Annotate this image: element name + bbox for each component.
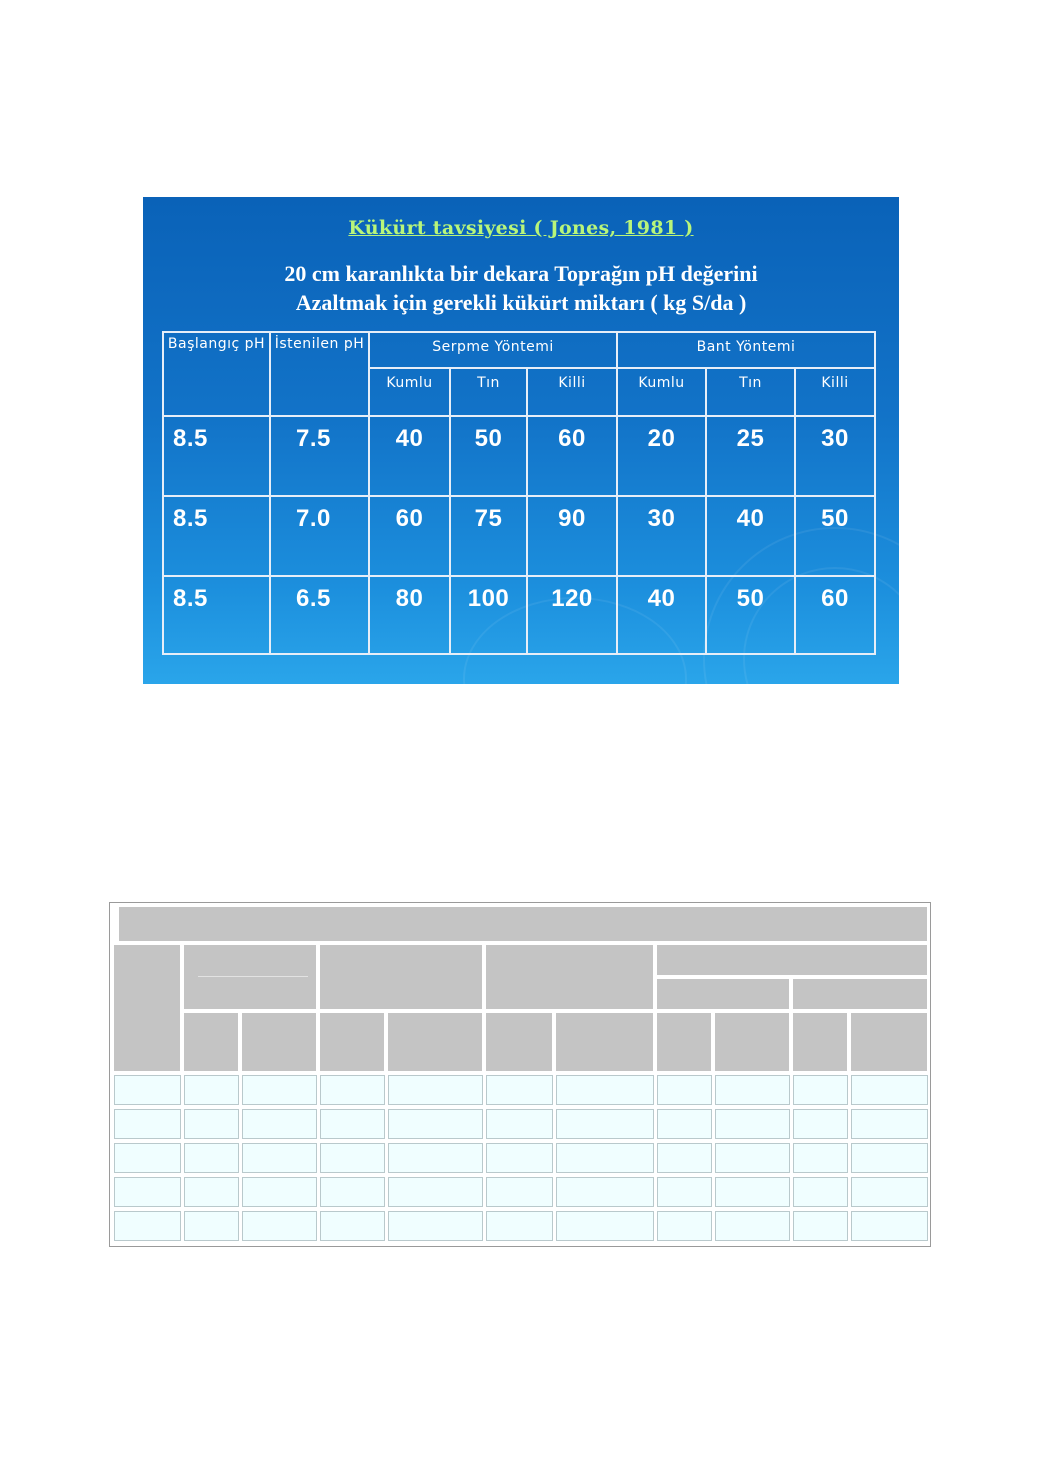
table-cell: [657, 1177, 712, 1207]
header-cell: [242, 1013, 317, 1071]
header-cell: [851, 1013, 928, 1071]
table-cell: 80: [369, 576, 450, 654]
subheader-sandy-broadcast: Kumlu: [369, 368, 450, 416]
table-cell: 40: [369, 416, 450, 496]
table-cell: [851, 1109, 928, 1139]
table-row: [163, 416, 875, 496]
table-cell: [657, 1075, 712, 1105]
table-cell: [184, 1211, 239, 1241]
table-cell: 20: [617, 416, 706, 496]
table-cell: [184, 1177, 239, 1207]
table-cell: [556, 1143, 654, 1173]
header-cell-group-4: [657, 945, 928, 975]
table-cell: [793, 1075, 848, 1105]
header-cell-group-3: [486, 945, 654, 1009]
table-cell: [657, 1109, 712, 1139]
table-cell: [184, 1075, 239, 1105]
table-cell: [320, 1211, 385, 1241]
table-cell: [657, 1143, 712, 1173]
slide-subtitle: [143, 259, 899, 317]
empty-data-table: [109, 902, 931, 1247]
table-cell: [556, 1075, 654, 1105]
table-cell: [715, 1143, 790, 1173]
header-initial-ph: Başlangıç pH: [163, 332, 270, 416]
header-cell-group-1: [184, 945, 317, 1009]
header-cell: [657, 979, 790, 1009]
header-cell: [715, 1013, 790, 1071]
subheader-clay-band: Killi: [795, 368, 875, 416]
table-row: [163, 576, 875, 654]
table-cell: [242, 1177, 317, 1207]
header-cell: [793, 1013, 848, 1071]
table-cell: [114, 1075, 181, 1105]
header-cell: [184, 1013, 239, 1071]
table-cell: 25: [706, 416, 795, 496]
table-cell: [242, 1143, 317, 1173]
table-cell: [793, 1109, 848, 1139]
table-cell: 75: [450, 496, 527, 576]
header-cell: [388, 1013, 483, 1071]
slide-subtitle-line-2: Azaltmak için gerekli kükürt miktarı ( kg S/da ): [295, 290, 747, 315]
header-cell: [556, 1013, 654, 1071]
table-cell: [184, 1109, 239, 1139]
table-cell: 50: [795, 496, 875, 576]
table-cell: [114, 1143, 181, 1173]
table-cell: [715, 1109, 790, 1139]
table-cell: [320, 1177, 385, 1207]
table-cell: 7.0: [270, 496, 369, 576]
table-cell: 8.5: [163, 416, 270, 496]
table-cell: 6.5: [270, 576, 369, 654]
table-cell: 30: [617, 496, 706, 576]
table-cell: [851, 1075, 928, 1105]
table-cell: [793, 1177, 848, 1207]
table-cell: 30: [795, 416, 875, 496]
table-cell: 8.5: [163, 496, 270, 576]
table-cell: 60: [795, 576, 875, 654]
table-cell: [184, 1143, 239, 1173]
sulfur-recommendation-slide: [143, 197, 899, 684]
table-cell: [388, 1143, 483, 1173]
table-cell: 40: [617, 576, 706, 654]
table-cell: [486, 1143, 553, 1173]
table-cell: [486, 1211, 553, 1241]
table-cell: [242, 1211, 317, 1241]
table-cell: 60: [369, 496, 450, 576]
table-cell: [851, 1177, 928, 1207]
header-broadcast-method: Serpme Yöntemi: [369, 332, 617, 368]
subheader-loam-broadcast: Tın: [450, 368, 527, 416]
table-cell: [114, 1109, 181, 1139]
header-desired-ph: İstenilen pH: [270, 332, 369, 416]
header-cell-row-label: [114, 945, 181, 1071]
header-cell: [793, 979, 928, 1009]
table-cell: [320, 1109, 385, 1139]
table-cell: [556, 1109, 654, 1139]
table-title-bar: [114, 907, 928, 941]
table-row: [163, 496, 875, 576]
subheader-loam-band: Tın: [706, 368, 795, 416]
table-cell: [242, 1075, 317, 1105]
table-cell: [114, 1211, 181, 1241]
table-cell: [388, 1109, 483, 1139]
table-cell: 100: [450, 576, 527, 654]
table-cell: 60: [527, 416, 617, 496]
table-cell: [851, 1211, 928, 1241]
table-cell: 50: [450, 416, 527, 496]
table-cell: [556, 1177, 654, 1207]
table-cell: [486, 1109, 553, 1139]
table-cell: 90: [527, 496, 617, 576]
slide-subtitle-line-1: 20 cm karanlıkta bir dekara Toprağın pH değerini: [284, 261, 758, 286]
header-band-method: Bant Yöntemi: [617, 332, 875, 368]
table-cell: [851, 1143, 928, 1173]
table-cell: [793, 1211, 848, 1241]
table-cell: [556, 1211, 654, 1241]
table-cell: [242, 1109, 317, 1139]
table-cell: 120: [527, 576, 617, 654]
subheader-clay-broadcast: Killi: [527, 368, 617, 416]
table-cell: [715, 1075, 790, 1105]
header-cell: [320, 1013, 385, 1071]
slide-title: Kükürt tavsiyesi ( Jones, 1981 ): [348, 217, 694, 239]
subheader-sandy-band: Kumlu: [617, 368, 706, 416]
table-cell: 40: [706, 496, 795, 576]
table-cell: [320, 1075, 385, 1105]
header-cell-group-2: [320, 945, 483, 1009]
table-cell: [320, 1143, 385, 1173]
header-cell: [486, 1013, 553, 1071]
table-cell: [793, 1143, 848, 1173]
table-cell: 8.5: [163, 576, 270, 654]
table-cell: [486, 1177, 553, 1207]
header-cell: [657, 1013, 712, 1071]
table-cell: [114, 1177, 181, 1207]
table-cell: [657, 1211, 712, 1241]
table-cell: [388, 1211, 483, 1241]
table-cell: [715, 1177, 790, 1207]
table-cell: 50: [706, 576, 795, 654]
table-cell: 7.5: [270, 416, 369, 496]
table-cell: [486, 1075, 553, 1105]
table-cell: [715, 1211, 790, 1241]
sulfur-table: [162, 331, 876, 655]
table-cell: [388, 1177, 483, 1207]
table-cell: [388, 1075, 483, 1105]
header-divider-line: [198, 976, 308, 977]
